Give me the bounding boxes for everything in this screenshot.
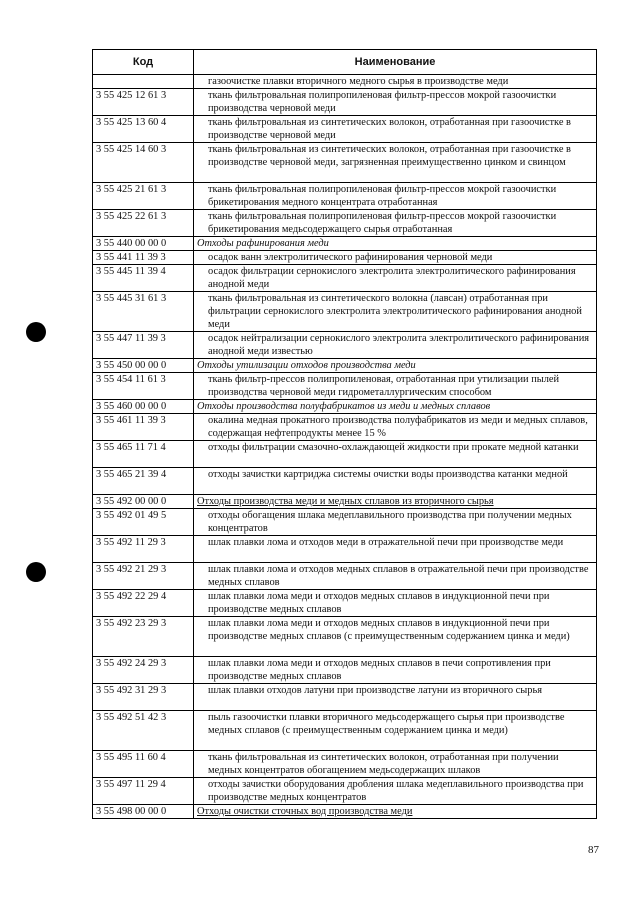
waste-name: шлак плавки лома меди и отходов медных сплавов в печи сопротивления при производстве медных сплавов — [194, 657, 597, 684]
table-row — [93, 657, 597, 684]
waste-code — [93, 75, 194, 89]
waste-codes-table — [92, 49, 597, 819]
table-row — [93, 805, 597, 819]
table-row — [93, 414, 597, 441]
waste-code: 3 55 447 11 39 3 — [93, 332, 194, 359]
waste-group-name: Отходы утилизации отходов производства меди — [194, 359, 597, 373]
waste-code: 3 55 445 31 61 3 — [93, 292, 194, 332]
waste-code: 3 55 492 22 29 4 — [93, 590, 194, 617]
table-row — [93, 751, 597, 778]
waste-name: газоочистке плавки вторичного медного сырья в производстве меди — [194, 75, 597, 89]
waste-code: 3 55 492 21 29 3 — [93, 563, 194, 590]
column-header-name: Наименование — [194, 50, 597, 75]
table-row — [93, 89, 597, 116]
waste-name: ткань фильтровальная полипропиленовая фильтр-прессов мокрой газоочистки производства черновой меди — [194, 89, 597, 116]
waste-name: отходы фильтрации смазочно-охлаждающей жидкости при прокате медной катанки — [194, 441, 597, 468]
waste-code: 3 55 492 01 49 5 — [93, 509, 194, 536]
waste-code: 3 55 465 21 39 4 — [93, 468, 194, 495]
waste-name: шлак плавки лома и отходов медных сплавов в отражательной печи при производстве медных сплавов — [194, 563, 597, 590]
table-row — [93, 509, 597, 536]
waste-name: отходы зачистки картриджа системы очистки воды производства катанки медной — [194, 468, 597, 495]
table-row — [93, 711, 597, 751]
waste-group-name — [194, 805, 597, 819]
table-row — [93, 143, 597, 183]
waste-code: 3 55 425 14 60 3 — [93, 143, 194, 183]
waste-code: 3 55 425 21 61 3 — [93, 183, 194, 210]
waste-code: 3 55 492 00 00 0 — [93, 495, 194, 509]
waste-group-name: Отходы рафинирования меди — [194, 237, 597, 251]
table-row — [93, 183, 597, 210]
waste-group-label: Отходы очистки сточных вод производства меди — [197, 806, 413, 817]
waste-code: 3 55 492 24 29 3 — [93, 657, 194, 684]
page-number: 87 — [588, 844, 599, 856]
waste-code: 3 55 460 00 00 0 — [93, 400, 194, 414]
waste-code: 3 55 461 11 39 3 — [93, 414, 194, 441]
waste-name: отходы обогащения шлака медеплавильного производства при получении медных концентратов — [194, 509, 597, 536]
table-row — [93, 617, 597, 657]
waste-code: 3 55 441 11 39 3 — [93, 251, 194, 265]
waste-group-name — [194, 495, 597, 509]
table-body — [93, 75, 597, 819]
waste-code: 3 55 440 00 00 0 — [93, 237, 194, 251]
waste-code: 3 55 425 12 61 3 — [93, 89, 194, 116]
waste-name: отходы зачистки оборудования дробления шлака медеплавильного производства при производстве медных концентратов — [194, 778, 597, 805]
waste-group-name: Отходы производства полуфабрикатов из меди и медных сплавов — [194, 400, 597, 414]
waste-code: 3 55 497 11 29 4 — [93, 778, 194, 805]
table-row — [93, 536, 597, 563]
table-row — [93, 237, 597, 251]
waste-name: осадок ванн электролитического рафинирования черновой меди — [194, 251, 597, 265]
table-row — [93, 359, 597, 373]
waste-name: ткань фильтровальная полипропиленовая фильтр-прессов мокрой газоочистки брикетирования медьсодержащего сырья отработанная — [194, 210, 597, 237]
waste-code: 3 55 492 51 42 3 — [93, 711, 194, 751]
waste-name: осадок фильтрации сернокислого электролита электролитического рафинирования анодной меди — [194, 265, 597, 292]
waste-code: 3 55 498 00 00 0 — [93, 805, 194, 819]
table-row — [93, 684, 597, 711]
waste-name: шлак плавки лома меди и отходов медных сплавов в индукционной печи при производстве медных сплавов (с преимущественным содержанием цинка и меди) — [194, 617, 597, 657]
table-row — [93, 441, 597, 468]
waste-name: осадок нейтрализации сернокислого электролита электролитического рафинирования анодной меди известью — [194, 332, 597, 359]
table-row — [93, 332, 597, 359]
waste-code: 3 55 492 23 29 3 — [93, 617, 194, 657]
waste-code: 3 55 495 11 60 4 — [93, 751, 194, 778]
waste-name: ткань фильтровальная из синтетических волокон, отработанная при газоочистке в производстве черновой меди, загрязненная преимущественно цинком и свинцом — [194, 143, 597, 183]
waste-code: 3 55 492 11 29 3 — [93, 536, 194, 563]
waste-name: шлак плавки лома меди и отходов медных сплавов в индукционной печи при производстве медных сплавов — [194, 590, 597, 617]
waste-code: 3 55 492 31 29 3 — [93, 684, 194, 711]
table-row — [93, 590, 597, 617]
waste-code: 3 55 425 13 60 4 — [93, 116, 194, 143]
waste-name: шлак плавки отходов латуни при производстве латуни из вторичного сырья — [194, 684, 597, 711]
waste-name: ткань фильтровальная полипропиленовая фильтр-прессов мокрой газоочистки брикетирования медного концентрата отработанная — [194, 183, 597, 210]
waste-name: шлак плавки лома и отходов меди в отражательной печи при производстве меди — [194, 536, 597, 563]
waste-code: 3 55 445 11 39 4 — [93, 265, 194, 292]
table-row — [93, 468, 597, 495]
waste-code: 3 55 425 22 61 3 — [93, 210, 194, 237]
table-row — [93, 373, 597, 400]
binder-hole — [26, 322, 46, 342]
waste-code: 3 55 450 00 00 0 — [93, 359, 194, 373]
binder-hole — [26, 562, 46, 582]
table-row — [93, 265, 597, 292]
waste-name: ткань фильтровальная из синтетических волокон, отработанная при газоочистке в производстве черновой меди — [194, 116, 597, 143]
waste-name: ткань фильтр-прессов полипропиленовая, отработанная при утилизации пылей производства черновой меди гидрометаллургическим способом — [194, 373, 597, 400]
table-row — [93, 400, 597, 414]
table-row — [93, 778, 597, 805]
table-row — [93, 251, 597, 265]
waste-name: окалина медная прокатного производства полуфабрикатов из меди и медных сплавов, содержащая нефтепродукты менее 15 % — [194, 414, 597, 441]
table-row — [93, 563, 597, 590]
table-row — [93, 292, 597, 332]
table-row — [93, 75, 597, 89]
table-row — [93, 495, 597, 509]
waste-group-label: Отходы производства меди и медных сплавов из вторичного сырья — [197, 496, 494, 507]
column-header-code: Код — [93, 50, 194, 75]
waste-name: ткань фильтровальная из синтетического волокна (лавсан) отработанная при фильтрации сернокислого электролита электролитического рафинирования анодной меди — [194, 292, 597, 332]
table-header-row — [93, 50, 597, 75]
waste-code: 3 55 465 11 71 4 — [93, 441, 194, 468]
table-row — [93, 116, 597, 143]
table-row — [93, 210, 597, 237]
waste-name: ткань фильтровальная из синтетических волокон, отработанная при получении медных концентратов обогащением медьсодержащих шлаков — [194, 751, 597, 778]
waste-code: 3 55 454 11 61 3 — [93, 373, 194, 400]
waste-name: пыль газоочистки плавки вторичного медьсодержащего сырья при производстве медных сплавов (с преимущественным содержанием цинка и меди) — [194, 711, 597, 751]
